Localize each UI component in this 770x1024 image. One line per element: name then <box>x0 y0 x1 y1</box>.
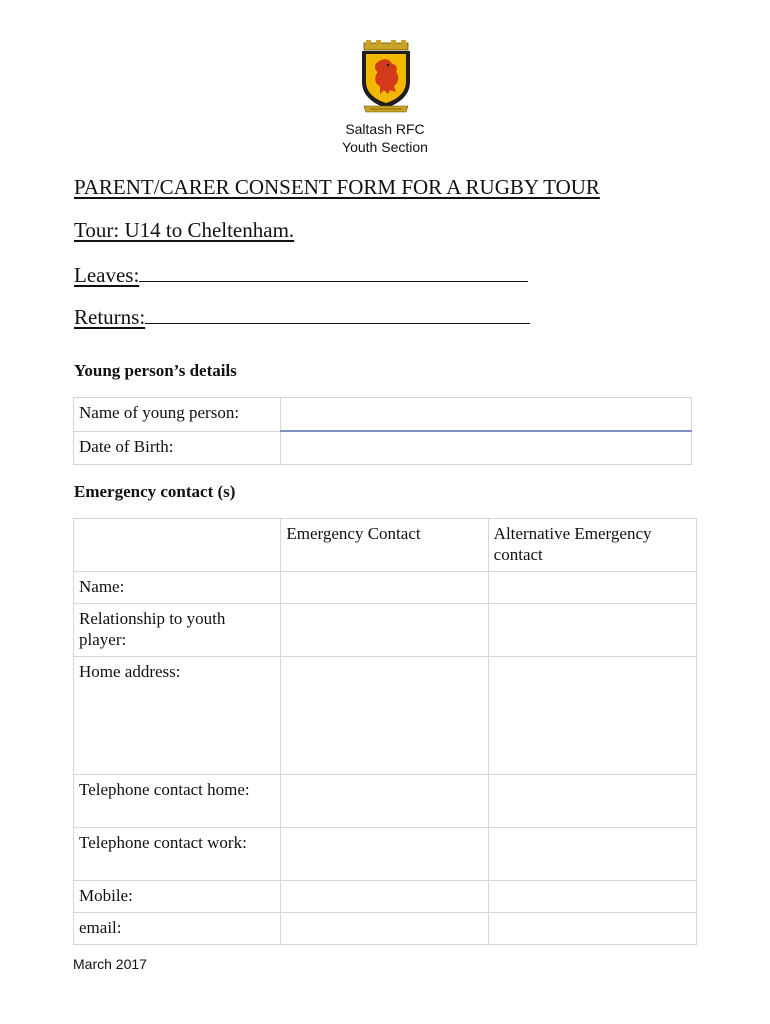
emergency-mobile-field[interactable] <box>281 881 488 913</box>
form-title-text: PARENT/CARER CONSENT FORM FOR A RUGBY TOUR <box>74 175 600 199</box>
table-row <box>74 431 692 465</box>
row-label: Telephone contact work: <box>74 828 281 881</box>
alternative-home-phone-field[interactable] <box>488 775 696 828</box>
column-header-blank <box>74 519 281 572</box>
table-header-row <box>74 519 697 572</box>
row-label: Name: <box>74 572 281 604</box>
alternative-mobile-field[interactable] <box>488 881 696 913</box>
column-header-emergency-contact: Emergency Contact <box>281 519 488 572</box>
table-row <box>74 604 697 657</box>
table-row <box>74 398 692 432</box>
row-label: Date of Birth: <box>74 431 281 465</box>
tour-text: Tour: U14 to Cheltenham. <box>74 218 295 242</box>
alternative-relationship-field[interactable] <box>488 604 696 657</box>
returns-blank-field[interactable] <box>145 303 530 324</box>
emergency-name-field[interactable] <box>281 572 488 604</box>
leaves-blank-field[interactable] <box>139 261 528 282</box>
emergency-contact-heading: Emergency contact (s) <box>74 482 236 501</box>
alternative-email-field[interactable] <box>488 913 696 945</box>
row-label: Relationship to youth player: <box>74 604 281 657</box>
returns-label: Returns: <box>74 305 146 329</box>
table-row <box>74 881 697 913</box>
young-person-name-field[interactable] <box>281 398 692 432</box>
alternative-address-field[interactable] <box>488 657 696 775</box>
alternative-name-field[interactable] <box>488 572 696 604</box>
alternative-work-phone-field[interactable] <box>488 828 696 881</box>
row-label: Home address: <box>74 657 281 775</box>
emergency-home-phone-field[interactable] <box>281 775 488 828</box>
form-title <box>74 175 600 199</box>
table-row <box>74 913 697 945</box>
emergency-work-phone-field[interactable] <box>281 828 488 881</box>
row-label: Mobile: <box>74 881 281 913</box>
returns-line <box>74 303 530 329</box>
table-row <box>74 775 697 828</box>
tour-details <box>74 218 294 242</box>
leaves-label: Leaves: <box>74 263 140 287</box>
emergency-address-field[interactable] <box>281 657 488 775</box>
club-crest-logo <box>356 40 416 116</box>
footer-date: March 2017 <box>73 956 147 972</box>
young-person-table <box>73 397 692 465</box>
row-label: Name of young person: <box>74 398 281 432</box>
table-row <box>74 572 697 604</box>
column-header-alternative-contact: Alternative Emergency contact <box>488 519 696 572</box>
club-name: Saltash RFC <box>345 121 425 137</box>
leaves-line <box>74 261 528 287</box>
row-label: email: <box>74 913 281 945</box>
table-row <box>74 657 697 775</box>
date-of-birth-field[interactable] <box>281 431 692 465</box>
table-row <box>74 828 697 881</box>
emergency-relationship-field[interactable] <box>281 604 488 657</box>
emergency-contact-table <box>73 518 697 945</box>
row-label: Telephone contact home: <box>74 775 281 828</box>
section-name: Youth Section <box>342 139 428 155</box>
young-person-heading: Young person’s details <box>74 361 237 380</box>
emergency-email-field[interactable] <box>281 913 488 945</box>
